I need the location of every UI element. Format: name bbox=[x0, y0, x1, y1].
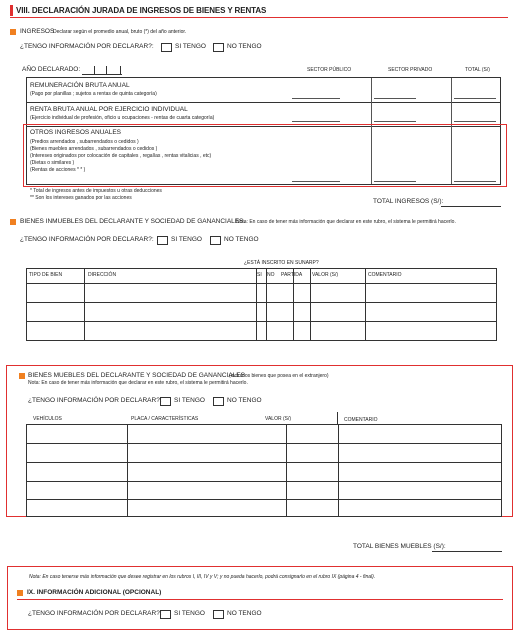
muebles-title: BIENES MUEBLES DEL DECLARANTE Y SOCIEDAD DE GANANCIALES bbox=[28, 372, 245, 379]
section-ix-rule bbox=[17, 599, 503, 600]
rem-total-field[interactable] bbox=[454, 98, 496, 99]
muebles-header-divider bbox=[337, 412, 338, 424]
muebles-col-comentario: COMENTARIO bbox=[344, 417, 378, 423]
inmuebles-note: Nota: En caso de tener más información que declarar en este rubro, el sistema le permitirá hacerlo. bbox=[236, 219, 456, 225]
footnote-2: ** Son los intereses ganados por las acciones bbox=[30, 195, 132, 201]
anio-declarado-label: AÑO DECLARADO: bbox=[22, 66, 81, 73]
ingresos-no-checkbox[interactable] bbox=[213, 43, 224, 52]
muebles-note: Nota: En caso de tener más información que declarar en este rubro, el sistema le permitirá hacerlo. bbox=[28, 380, 248, 386]
renta-sub: (Ejercicio individual de profesión, oficio u ocupaciones - rentas de cuarta categoría) bbox=[30, 115, 215, 121]
otros-line-3: (Intereses originados por colocación de capitales , regalías , rentas vitalicias , etc) bbox=[30, 153, 212, 159]
section-ix-title: IX. INFORMACIÓN ADICIONAL (OPCIONAL) bbox=[27, 589, 162, 596]
inmuebles-no-checkbox[interactable] bbox=[210, 236, 221, 245]
section-ix-no-label: NO TENGO bbox=[227, 610, 262, 617]
muebles-col-vehiculos: VEHÍCULOS bbox=[33, 416, 62, 422]
muebles-no-checkbox[interactable] bbox=[213, 397, 224, 406]
inmuebles-question: ¿TENGO INFORMACIÓN POR DECLARAR?: bbox=[20, 236, 154, 243]
muebles-col-placa: PLACA / CARACTERÍSTICAS bbox=[131, 416, 199, 422]
col-sector-publico: SECTOR PÚBLICO bbox=[307, 67, 352, 73]
otros-line-2: (Bienes muebles arrendados , subarrendados o cedidos ) bbox=[30, 146, 158, 152]
ingresos-si-checkbox[interactable] bbox=[161, 43, 172, 52]
bottom-note: Nota: En caso tenerse más información que desee registrar en los rubros I, III, IV y V; y no pueda hacerlo, podrá consignarlo en el rubro IX (página 4 - final). bbox=[29, 574, 376, 580]
muebles-no-label: NO TENGO bbox=[227, 397, 262, 404]
inmuebles-col-si: SI bbox=[257, 272, 262, 278]
ingresos-no-label: NO TENGO bbox=[227, 43, 262, 50]
otros-title: OTROS INGRESOS ANUALES bbox=[30, 129, 122, 136]
inmuebles-si-label: SI TENGO bbox=[171, 236, 202, 243]
inmuebles-col-comentario: COMENTARIO bbox=[368, 272, 402, 278]
col-sector-privado: SECTOR PRIVADO bbox=[388, 67, 433, 73]
rem-publico-field[interactable] bbox=[292, 98, 340, 99]
inmuebles-bullet bbox=[10, 219, 16, 225]
section-viii-title: VIII. DECLARACIÓN JURADA DE INGRESOS DE BIENES Y RENTAS bbox=[16, 6, 267, 15]
section-ix-no-checkbox[interactable] bbox=[213, 610, 224, 619]
muebles-col-valor: VALOR (S/) bbox=[265, 416, 292, 422]
inmuebles-col-direccion: DIRECCIÓN bbox=[88, 272, 117, 278]
inmuebles-col-no: NO bbox=[267, 272, 275, 278]
inmuebles-col-tipo: TIPO DE BIEN bbox=[29, 272, 63, 278]
total-ingresos-label: TOTAL INGRESOS (S/): bbox=[373, 198, 444, 205]
muebles-table bbox=[26, 424, 502, 517]
otros-line-4: (Dietas o similares ) bbox=[30, 160, 75, 166]
sunarp-label: ¿ESTÁ INSCRITO EN SUNARP? bbox=[244, 260, 319, 266]
inmuebles-col-partida: PARTIDA bbox=[281, 272, 303, 278]
section-ix-si-checkbox[interactable] bbox=[160, 610, 171, 619]
section-ix-question: ¿TENGO INFORMACIÓN POR DECLARAR?: bbox=[28, 610, 162, 617]
inmuebles-title: BIENES INMUEBLES DEL DECLARANTE Y SOCIEDAD DE GANANCIALES. bbox=[20, 218, 246, 225]
renta-privado-field[interactable] bbox=[374, 121, 416, 122]
otros-line-5: (Rentas de acciones * * ) bbox=[30, 167, 86, 173]
ingresos-note: Declarar según el promedio anual, bruto (*) del año anterior. bbox=[53, 29, 187, 35]
muebles-si-checkbox[interactable] bbox=[160, 397, 171, 406]
ingresos-si-label: SI TENGO bbox=[175, 43, 206, 50]
muebles-si-label: SI TENGO bbox=[174, 397, 205, 404]
section-ix-si-label: SI TENGO bbox=[174, 610, 205, 617]
renta-total-field[interactable] bbox=[454, 121, 496, 122]
total-muebles-field[interactable] bbox=[432, 551, 502, 552]
inmuebles-col-valor: VALOR (S/) bbox=[312, 272, 339, 278]
footnote-1: * Total de ingresos antes de impuestos u otras deducciones bbox=[30, 188, 162, 194]
anio-declarado-field[interactable] bbox=[82, 64, 122, 75]
inmuebles-table bbox=[26, 268, 497, 341]
ingresos-label: INGRESOS bbox=[20, 28, 55, 35]
section-viii-rule bbox=[10, 17, 508, 18]
total-muebles-label: TOTAL BIENES MUEBLES (S/): bbox=[353, 543, 446, 550]
ingresos-question: ¿TENGO INFORMACIÓN POR DECLARAR?: bbox=[20, 43, 154, 50]
muebles-question: ¿TENGO INFORMACIÓN POR DECLARAR?: bbox=[28, 397, 162, 404]
section-ix-bullet bbox=[17, 590, 23, 596]
total-ingresos-field[interactable] bbox=[441, 206, 501, 207]
rem-sub: (Pago por planillas ; sujetos a rentas de quinta categoría) bbox=[30, 91, 157, 97]
renta-title: RENTA BRUTA ANUAL POR EJERCICIO INDIVIDUAL bbox=[30, 106, 188, 113]
otros-line-1: (Predios arrendados , subarrendados o cedidos ) bbox=[30, 139, 139, 145]
muebles-title-note: (incluidos bienes que posea en el extranjero) bbox=[229, 373, 329, 379]
inmuebles-no-label: NO TENGO bbox=[224, 236, 259, 243]
col-total: TOTAL (S/) bbox=[465, 67, 490, 73]
ingresos-bullet bbox=[10, 29, 16, 35]
renta-publico-field[interactable] bbox=[292, 121, 340, 122]
rem-privado-field[interactable] bbox=[374, 98, 416, 99]
inmuebles-si-checkbox[interactable] bbox=[157, 236, 168, 245]
muebles-bullet bbox=[19, 373, 25, 379]
rem-title: REMUNERACIÓN BRUTA ANUAL bbox=[30, 82, 130, 89]
section-viii-header-bar bbox=[10, 5, 13, 16]
